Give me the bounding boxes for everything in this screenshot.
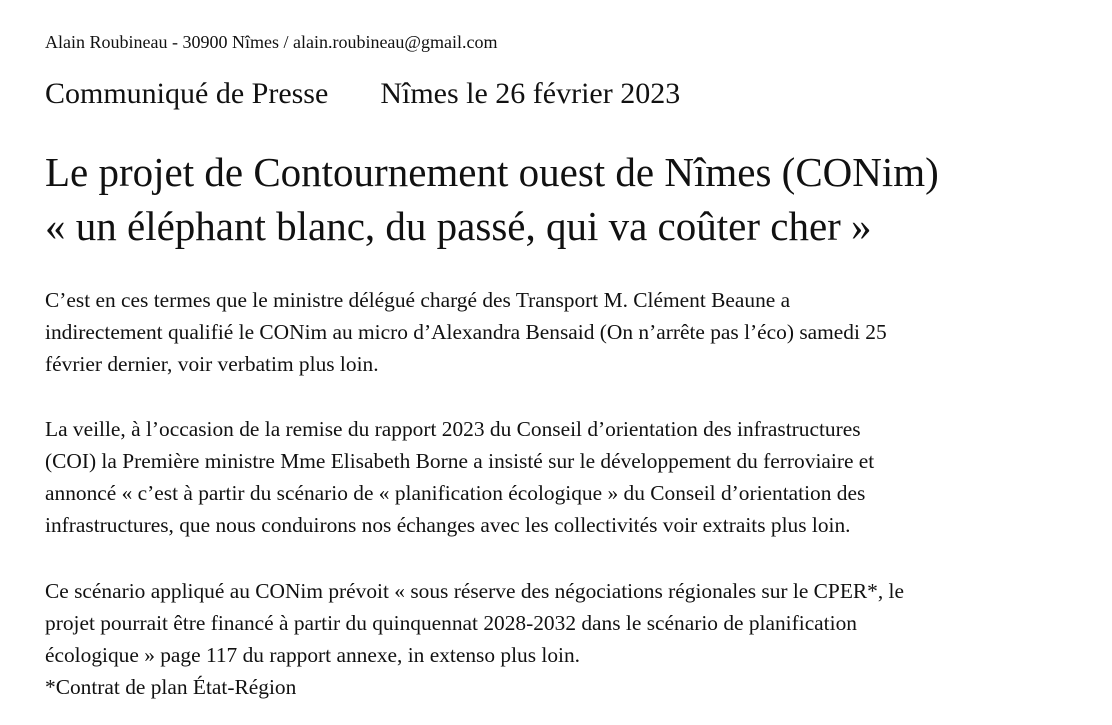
paragraph-line: écologique » page 117 du rapport annexe, in extenso plus loin. bbox=[45, 643, 581, 667]
paragraph-line: février dernier, voir verbatim plus loin. bbox=[45, 352, 379, 376]
paragraph-line: annoncé « c’est à partir du scénario de « planification écologique » du Conseil d’orientation des bbox=[45, 481, 866, 505]
release-date: Nîmes le 26 février 2023 bbox=[380, 77, 681, 110]
paragraph-line: Ce scénario appliqué au CONim prévoit « sous réserve des négociations régionales sur le CPER*, le bbox=[45, 579, 904, 603]
headline bbox=[45, 145, 939, 253]
paragraph-1 bbox=[45, 284, 1105, 380]
paragraph-line: infrastructures, que nous conduirons nos échanges avec les collectivités voir extraits plus loin. bbox=[45, 513, 851, 537]
paragraph-line: C’est en ces termes que le ministre délégué chargé des Transport M. Clément Beaune a bbox=[45, 288, 791, 312]
paragraph-2 bbox=[45, 413, 1105, 541]
document-type: Communiqué de Presse bbox=[45, 77, 329, 110]
author-contact: Alain Roubineau - 30900 Nîmes / alain.roubineau@gmail.com bbox=[45, 32, 498, 52]
paragraph-line: projet pourrait être financé à partir du quinquennat 2028-2032 dans le scénario de planification bbox=[45, 611, 857, 635]
paragraph-line: indirectement qualifié le CONim au micro d’Alexandra Bensaid (On n’arrête pas l’éco) samedi 25 bbox=[45, 320, 887, 344]
paragraph-line: La veille, à l’occasion de la remise du rapport 2023 du Conseil d’orientation des infrastructures bbox=[45, 417, 861, 441]
press-release-header bbox=[45, 76, 680, 112]
headline-line-2: « un éléphant blanc, du passé, qui va coûter cher » bbox=[45, 203, 872, 249]
paragraph-line: (COI) la Première ministre Mme Elisabeth Borne a insisté sur le développement du ferroviaire et bbox=[45, 449, 875, 473]
headline-line-1: Le projet de Contournement ouest de Nîmes (CONim) bbox=[45, 149, 939, 195]
footnote: *Contrat de plan État-Région bbox=[45, 675, 297, 699]
paragraph-3 bbox=[45, 575, 1105, 703]
